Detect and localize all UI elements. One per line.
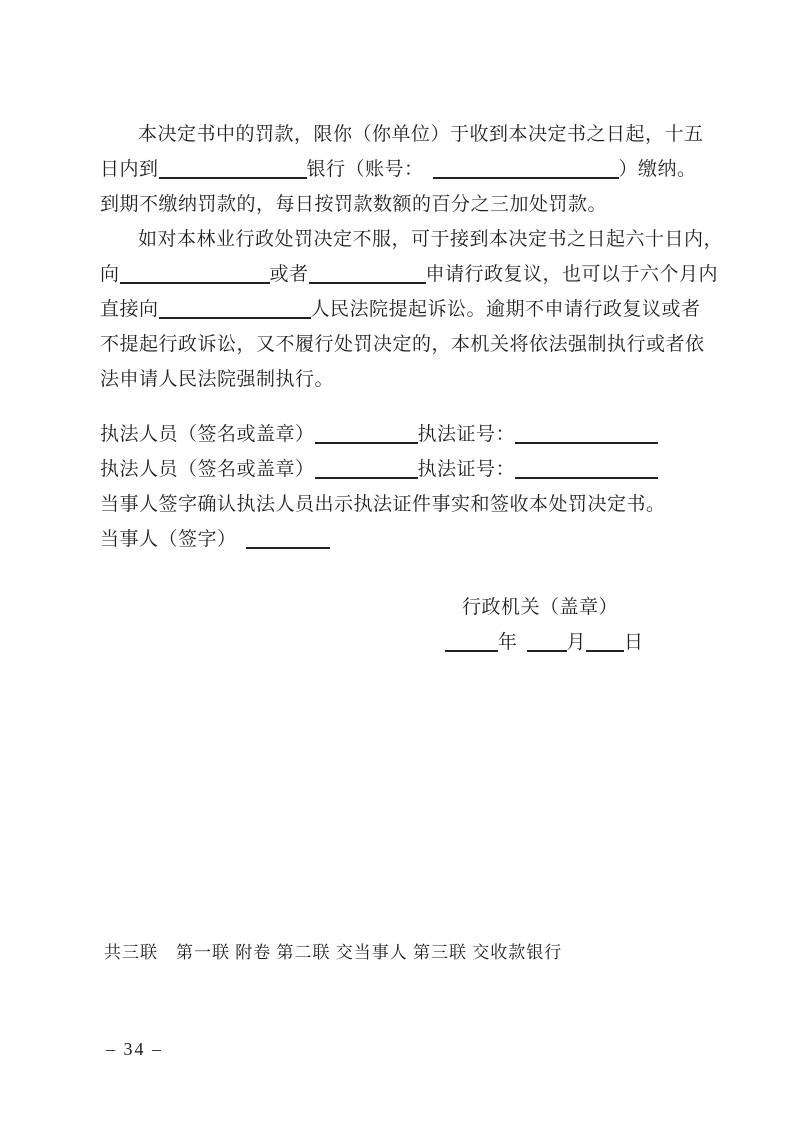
officer2-cert-label: 执法证号： — [417, 459, 516, 480]
appeal-line3-suffix: 人民法院提起诉讼。逾期不申请行政复议或者 — [310, 299, 701, 320]
court-name-blank — [159, 297, 311, 319]
signature-block — [100, 417, 740, 557]
date-line — [445, 625, 745, 660]
officer1-cert-label: 执法证号： — [417, 424, 516, 445]
party-confirm-line: 当事人签字确认执法人员出示执法证件事实和签收本处罚决定书。 — [100, 494, 666, 515]
payment-line2-suffix: ）缴纳。 — [618, 159, 697, 180]
officer-line-2 — [100, 452, 740, 487]
officer2-signature-blank — [315, 457, 418, 479]
account-number-blank — [433, 157, 619, 179]
day-label: 日 — [624, 632, 644, 653]
party-signature-blank — [246, 527, 330, 549]
agency-stamp-label: 行政机关（盖章） — [462, 597, 619, 618]
appeal-paragraph-line-1: 如对本林业行政处罚决定不服，可于接到本决定书之日起六十日内， — [138, 229, 724, 250]
payment-line2-prefix: 日内到 — [100, 159, 159, 180]
payment-paragraph-line-3: 到期不缴纳罚款的，每日按罚款数额的百分之三加处罚款。 — [100, 194, 608, 215]
payment-paragraph-line-2 — [100, 152, 740, 187]
body-text-block — [100, 117, 740, 397]
month-label: 月 — [566, 632, 587, 653]
year-blank — [445, 630, 498, 652]
year-label: 年 — [498, 632, 518, 653]
officer1-cert-number-blank — [515, 422, 658, 444]
review-organ-alt-blank — [309, 262, 426, 284]
appeal-line3-prefix: 直接向 — [100, 299, 159, 320]
appeal-paragraph-line-5: 法申请人民法院强制执行。 — [100, 369, 335, 390]
bank-name-blank — [159, 157, 307, 179]
day-blank — [586, 630, 624, 652]
appeal-line2-or: 或者 — [269, 264, 309, 285]
party-signature-label: 当事人（签字） — [100, 529, 237, 550]
review-organ-blank — [120, 262, 270, 284]
month-blank — [527, 630, 567, 652]
officer2-cert-number-blank — [515, 457, 658, 479]
appeal-line2-prefix: 向 — [100, 264, 120, 285]
officer-line-1 — [100, 417, 740, 452]
appeal-paragraph-line-4: 不提起行政诉讼，又不履行处罚决定的，本机关将依法强制执行或者依 — [100, 334, 705, 355]
page-number: – 34 – — [106, 1039, 163, 1059]
appeal-line2-suffix: 申请行政复议，也可以于六个月内 — [425, 264, 719, 285]
party-signature-line — [100, 522, 740, 557]
officer2-label: 执法人员（签名或盖章） — [100, 459, 315, 480]
appeal-paragraph-line-3 — [100, 292, 740, 327]
officer1-label: 执法人员（签名或盖章） — [100, 424, 315, 445]
payment-paragraph-line-1: 本决定书中的罚款，限你（你单位）于收到本决定书之日起，十五 — [138, 124, 704, 145]
payment-line2-bank-label: 银行（账号： — [306, 159, 424, 180]
agency-stamp-block — [445, 590, 745, 660]
copies-footer-note: 共三联 第一联 附卷 第二联 交当事人 第三联 交收款银行 — [104, 943, 563, 962]
appeal-paragraph-line-2 — [100, 257, 740, 292]
officer1-signature-blank — [315, 422, 418, 444]
